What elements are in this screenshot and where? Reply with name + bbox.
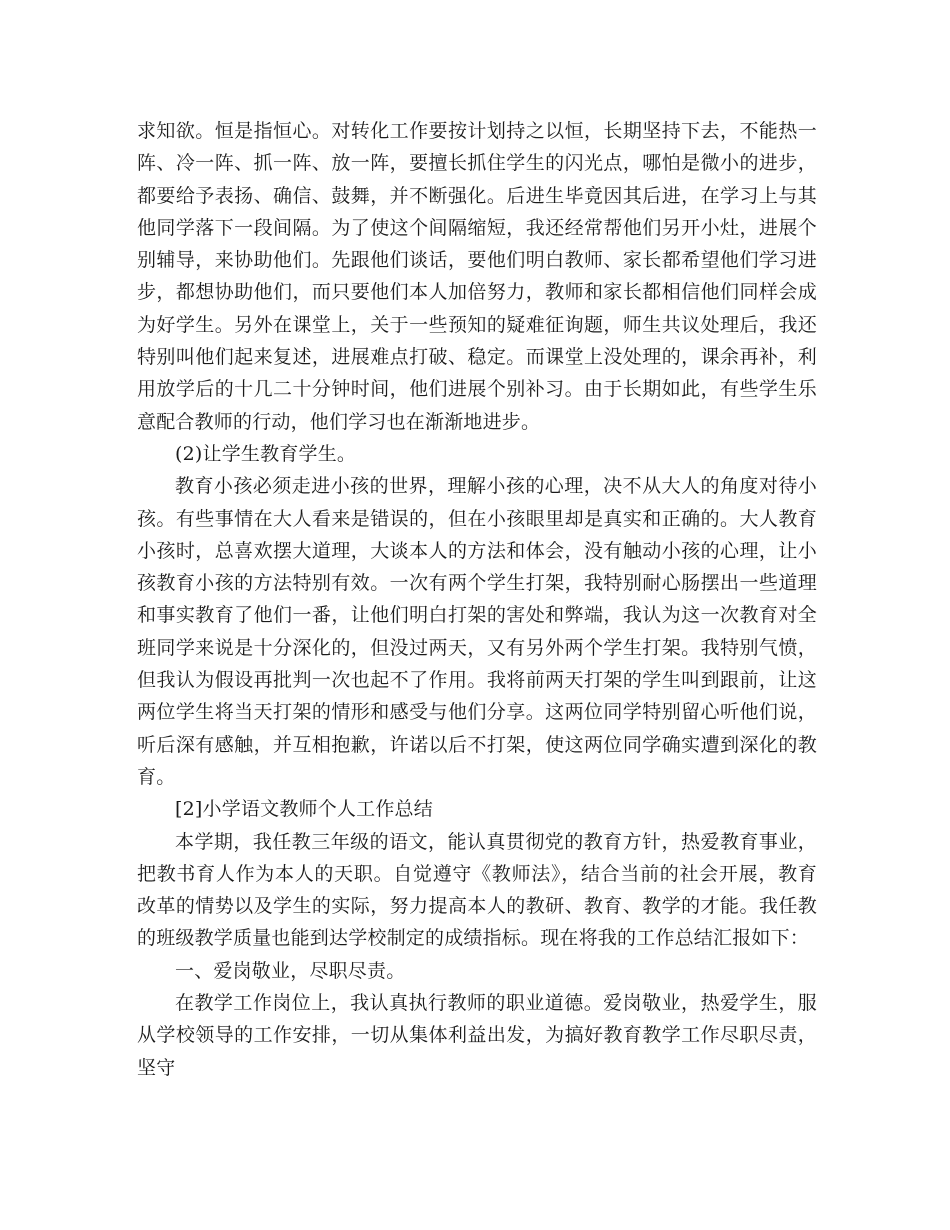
paragraph-continuation: 求知欲。恒是指恒心。对转化工作要按计划持之以恒，长期坚持下去，不能热一阵、冷一阵、抓一阵、放一阵，要擅长抓住学生的闪光点，哪怕是微小的进步，都要给予表扬、确信、鼓舞，并不断强化。后进生毕竟因其后进，在学习上与其他同学落下一段间隔。为了使这个间隔缩短，我还经常帮他们另开小灶，进展个别辅导，来协助他们。先跟他们谈话，要他们明白教师、家长都希望他们学习进步，都想协助他们，而只要他们本人加倍努力，教师和家长都相信他们同样会成为好学生。另外在课堂上，关于一些预知的疑难征询题，师生共议处理后，我还特别叫他们起来复述，进展难点打破、稳定。而课堂上没处理的，课余再补，利用放学后的十几二十分钟时间，他们进展个别补习。由于长期如此，有些学生乐意配合教师的行动，他们学习也在渐渐地进步。	[137, 120, 817, 433]
paragraph-body: 教育小孩必须走进小孩的世界，理解小孩的心理，决不从大人的角度对待小孩。有些事情在大人看来是错误的，但在小孩眼里却是真实和正确的。大人教育小孩时，总喜欢摆大道理，大谈本人的方法和体会，没有触动小孩的心理，让小孩教育小孩的方法特别有效。一次有两个学生打架，我特别耐心肠摆出一些道理和事实教育了他们一番，让他们明白打架的害处和弊端，我认为这一次教育对全班同学来说是十分深化的，但没过两天，又有另外两个学生打架。我特别气愤，但我认为假设再批判一次也起不了作用。我将前两天打架的学生叫到跟前，让这两位学生将当天打架的情形和感受与他们分享。这两位同学特别留心听他们说，听后深有感触，并互相抱歉，许诺以后不打架，使这两位同学确实遭到深化的教育。	[137, 475, 817, 788]
section-heading-summary-title: [2]小学语文教师个人工作总结	[175, 798, 433, 821]
section-heading-dedication: 一、爱岗敬业，尽职尽责。	[175, 959, 406, 982]
document-body	[137, 115, 817, 1084]
section-heading-let-students-teach: (2)让学生教育学生。	[175, 442, 357, 465]
paragraph-body: 本学期，我任教三年级的语文，能认真贯彻党的教育方针，热爱教育事业，把教书育人作为本人的天职。自觉遵守《教师法》，结合当前的社会开展，教育改革的情势以及学生的实际，努力提高本人的教研、教育、教学的才能。我任教的班级教学质量也能到达学校制定的成绩指标。现在将我的工作总结汇报如下：	[137, 830, 817, 950]
paragraph-body: 在教学工作岗位上，我认真执行教师的职业道德。爱岗敬业，热爱学生，服从学校领导的工作安排，一切从集体利益出发，为搞好教育教学工作尽职尽责，坚守	[137, 992, 817, 1079]
